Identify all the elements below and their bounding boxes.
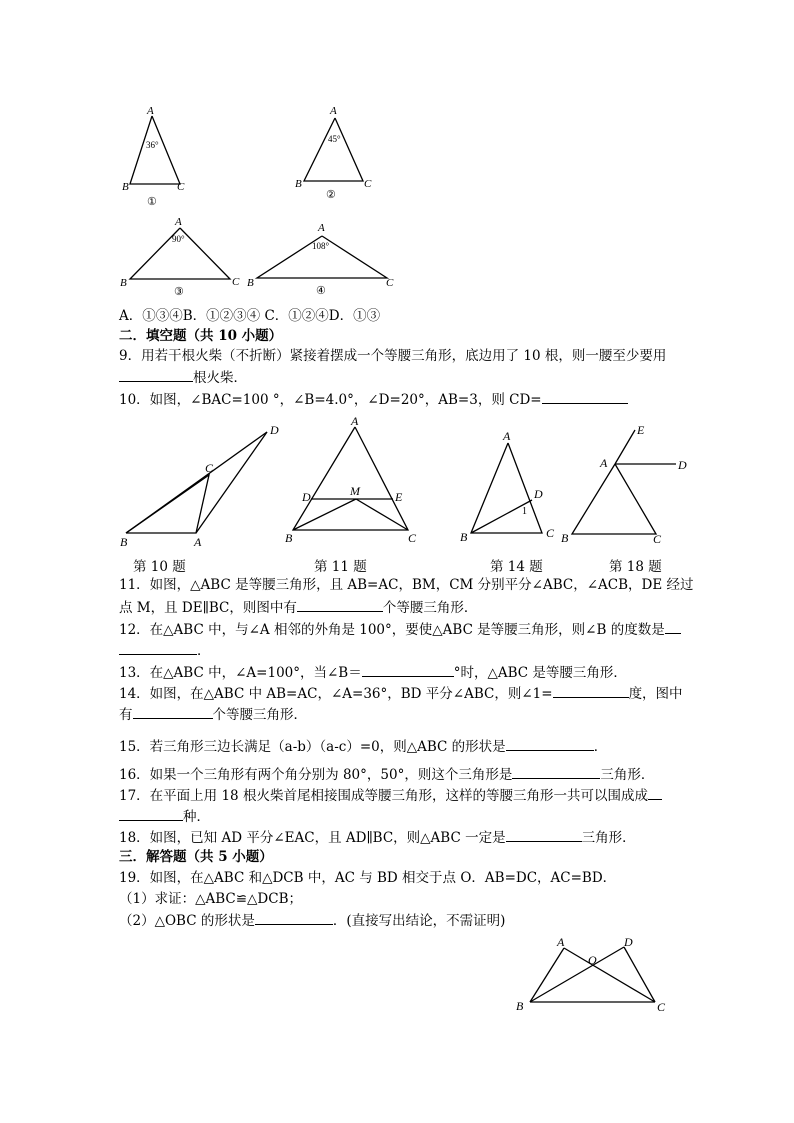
answer-blank[interactable] [553,684,629,698]
answer-blank[interactable] [506,828,582,842]
answer-blank[interactable] [119,368,193,382]
angle-label: 45° [328,134,341,144]
q9-suffix: 根火柴． [193,370,247,386]
label-a: A [330,105,337,117]
answer-blank[interactable] [119,641,197,655]
caption-14: 第 14 题 [490,559,543,575]
label-o: O [588,953,597,967]
answer-blank[interactable] [255,911,333,925]
q15-line [119,737,607,756]
q9-line1: 9．用若干根火柴（不折断）紧接着摆成一个等腰三角形，底边用了 10 根，则一腰至少要用 [119,348,667,364]
answer-blank[interactable] [506,737,594,751]
q19-suffix: ．(直接写出结论，不需证明) [332,913,506,929]
angle-label: 90° [172,234,185,244]
label-a: A [194,535,202,549]
figure-number: ① [147,196,157,208]
angle-1-label: 1 [522,506,527,517]
label-e: E [637,423,645,437]
triangle-4 [247,222,394,297]
caption-18: 第 18 题 [609,559,662,575]
figure-11 [285,414,417,545]
q8-options: A．①③④B．①②③④ C．①②④D．①③ [119,308,381,324]
q12-line1 [119,620,681,639]
q14-prefix2: 有 [119,707,133,723]
q17-text: 17．在平面上用 18 根火柴首尾相接围成等腰三角形，这样的等腰三角形一共可以围成成 [119,788,648,804]
q11-line1: 11．如图，△ABC 是等腰三角形，且 AB=AC，BM，CM 分别平分∠ABC，∠ACB，DE 经过 [119,577,694,593]
figure-19 [505,930,685,1020]
label-a: A [503,429,511,443]
label-e: E [395,490,403,504]
label-c: C [653,532,662,546]
label-a: A [318,222,325,234]
q8-figures [110,100,410,300]
figure-14 [460,429,555,544]
answer-blank[interactable] [542,390,628,404]
q14-suffix2: 个等腰三角形． [212,707,307,723]
label-b: B [122,181,129,193]
q11-line2 [119,598,477,617]
q16-suffix: 三角形． [600,767,655,783]
figure-number: ④ [316,285,326,297]
answer-blank[interactable] [119,807,183,821]
q17-line2 [119,807,210,826]
q19-part1: （1）求证：△ABC≌△DCB； [119,891,302,907]
figures-row [110,410,710,555]
q12-suffix: ． [197,643,211,659]
q15-prefix: 15．若三角形三边长满足（a-b）（a-c）=0，则△ABC 的形状是 [119,739,506,755]
label-c: C [546,526,555,540]
label-b: B [460,530,468,544]
q19-part2 [119,911,505,930]
label-a: A [175,216,182,228]
q12-line2 [119,641,211,660]
label-b: B [120,277,127,289]
answer-blank[interactable] [512,765,600,779]
label-c: C [386,277,394,289]
label-d: D [534,487,543,501]
triangle-3 [120,216,240,298]
q15-suffix: ． [593,739,608,755]
answer-blank-start[interactable] [648,786,662,800]
q10-text: 10．如图，∠BAC=100 °，∠B=4.0°，∠D=20°，AB=3，则 CD= [119,392,542,408]
label-c: C [364,178,372,190]
label-d: D [270,423,279,437]
answer-blank-start[interactable] [665,620,681,634]
q17-suffix: 种． [183,809,210,825]
q14-suffix: 度，图中 [628,686,683,702]
label-d: D [678,458,687,472]
label-c: C [408,531,417,545]
q13-prefix: 13．在△ABC 中，∠A=100°，当∠B＝ [119,665,362,681]
label-a: A [600,456,608,470]
figure-number: ③ [174,286,184,298]
label-m: M [350,484,360,498]
caption-10: 第 10 题 [133,559,186,575]
q13-suffix: °时，△ABC 是等腰三角形． [453,665,627,681]
answer-blank[interactable] [297,598,383,612]
q18-suffix: 三角形． [581,830,636,846]
section2-title: 二．填空题（共 10 小题） [119,328,283,344]
q19-prefix: （2）△OBC 的形状是 [119,913,255,929]
angle-label: 108° [312,241,330,251]
q16-prefix: 16．如果一个三角形有两个角分别为 80°，50°，则这个三角形是 [119,767,513,783]
label-b: B [516,999,524,1013]
figure-number: ② [326,189,336,201]
q9-line2 [119,368,247,387]
section3-title: 三．解答题（共 5 小题） [119,849,273,865]
triangle-2 [295,105,372,201]
label-a: A [557,935,565,949]
angle-label: 36° [146,140,159,150]
label-d: D [302,490,311,504]
triangle-1 [122,105,185,208]
q14-prefix: 14．如图，在△ABC 中 AB=AC，∠A=36°，BD 平分∠ABC，则∠1= [119,686,553,702]
label-b: B [285,531,293,545]
answer-blank[interactable] [133,705,213,719]
q11-prefix: 点 M，且 DE∥BC，则图中有 [119,600,297,616]
q14-line1 [119,684,683,703]
q18-line [119,828,636,847]
label-d: D [624,935,633,949]
figure-18 [561,423,687,546]
label-c: C [657,1000,666,1014]
label-b: B [561,531,569,545]
caption-11: 第 11 题 [314,559,367,575]
q17-line1 [119,786,662,805]
label-c: C [177,181,185,193]
q10-line [119,390,628,409]
q18-prefix: 18．如图，已知 AD 平分∠EAC，且 AD∥BC，则△ABC 一定是 [119,830,506,846]
q19-line1: 19．如图，在△ABC 和△DCB 中，AC 与 BD 相交于点 O．AB=DC，AC=BD． [119,870,617,886]
answer-blank[interactable] [362,663,454,677]
label-a: A [351,414,359,428]
label-c: C [205,461,214,475]
label-b: B [120,535,128,549]
q14-line2 [119,705,307,724]
q11-suffix: 个等腰三角形． [382,600,478,616]
figure-10 [120,423,279,549]
label-b: B [247,277,254,289]
q16-line [119,765,654,784]
label-c: C [232,276,240,288]
label-b: B [295,178,302,190]
label-a: A [147,105,154,117]
q13-line [119,663,627,682]
q12-text: 12．在△ABC 中，与∠A 相邻的外角是 100°，要使△ABC 是等腰三角形，则∠B 的度数是 [119,622,665,638]
